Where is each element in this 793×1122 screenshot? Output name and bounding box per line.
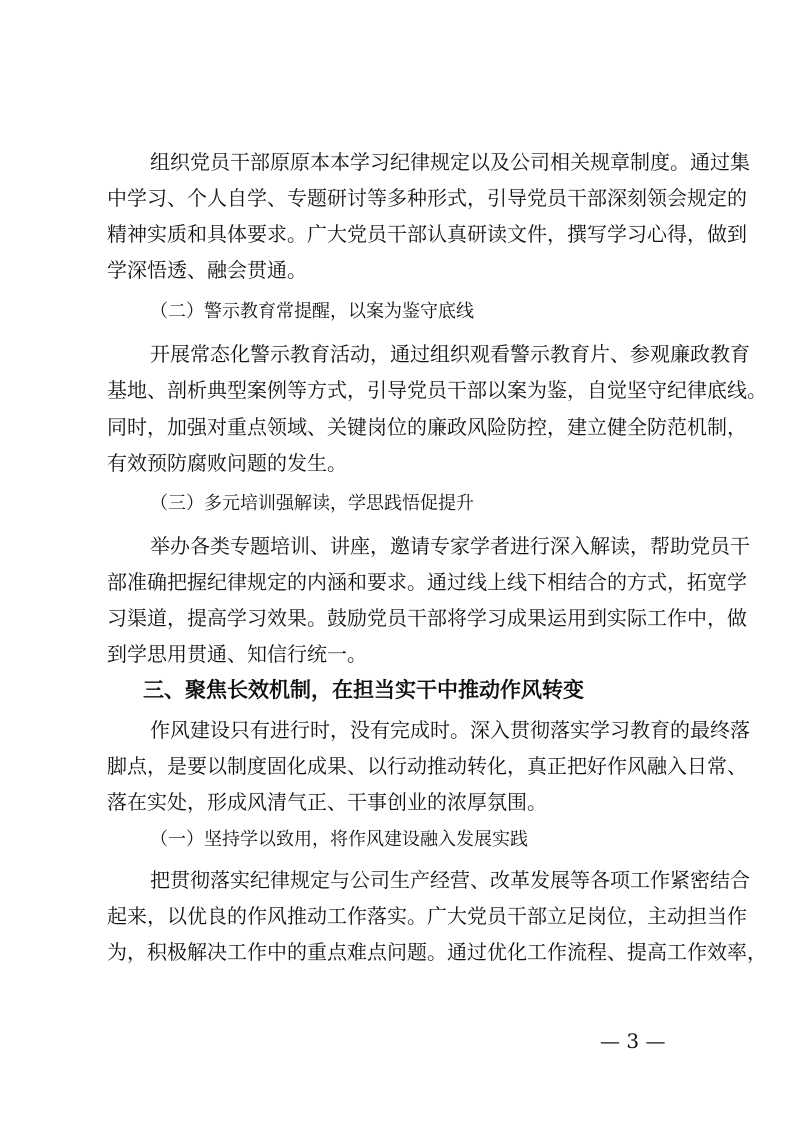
paragraph-line: 举办各类专题培训、讲座，邀请专家学者进行深入解读，帮助党员干 <box>150 534 750 558</box>
paragraph-line: 学深悟透、融会贯通。 <box>107 258 307 282</box>
subsection-heading: （一）坚持学以致用，将作风建设融入发展实践 <box>150 829 528 850</box>
paragraph-line: 开展常态化警示教育活动，通过组织观看警示教育片、参观廉政教育 <box>150 342 750 366</box>
subsection-heading: （三）多元培训强解读，学思践悟促提升 <box>150 493 474 514</box>
paragraph-line: 有效预防腐败问题的发生。 <box>107 451 347 475</box>
paragraph-line: 习渠道，提高学习效果。鼓励党员干部将学习成果运用到实际工作中，做 <box>107 606 747 630</box>
paragraph-line: 精神实质和具体要求。广大党员干部认真研读文件，撰写学习心得，做到 <box>107 222 747 246</box>
paragraph-line: 组织党员干部原原本本学习纪律规定以及公司相关规章制度。通过集 <box>150 150 750 174</box>
paragraph-line: 起来，以优良的作风推动工作落实。广大党员干部立足岗位，主动担当作 <box>107 904 747 928</box>
paragraph-line: 部准确把握纪律规定的内涵和要求。通过线上线下相结合的方式，拓宽学 <box>107 570 747 594</box>
paragraph-line: 脚点，是要以制度固化成果、以行动推动转化，真正把好作风融入日常、 <box>107 754 747 778</box>
section-heading: 三、聚焦长效机制，在担当实干中推动作风转变 <box>143 678 584 702</box>
paragraph-line: 落在实处，形成风清气正、干事创业的浓厚氛围。 <box>107 790 547 814</box>
paragraph-line: 到学思用贯通、知信行统一。 <box>107 642 367 666</box>
paragraph-line: 把贯彻落实纪律规定与公司生产经营、改革发展等各项工作紧密结合 <box>150 868 750 892</box>
paragraph-line: 基地、剖析典型案例等方式，引导党员干部以案为鉴，自觉坚守纪律底线。 <box>107 378 767 402</box>
paragraph-line: 为，积极解决工作中的重点难点问题。通过优化工作流程、提高工作效率， <box>107 940 767 964</box>
page-number: — 3 — <box>600 1029 666 1053</box>
paragraph-line: 作风建设只有进行时，没有完成时。深入贯彻落实学习教育的最终落 <box>150 718 750 742</box>
paragraph-line: 中学习、个人自学、专题研讨等多种形式，引导党员干部深刻领会规定的 <box>107 186 747 210</box>
paragraph-line: 同时，加强对重点领域、关键岗位的廉政风险防控，建立健全防范机制， <box>107 415 747 439</box>
subsection-heading: （二）警示教育常提醒，以案为鉴守底线 <box>150 301 474 322</box>
